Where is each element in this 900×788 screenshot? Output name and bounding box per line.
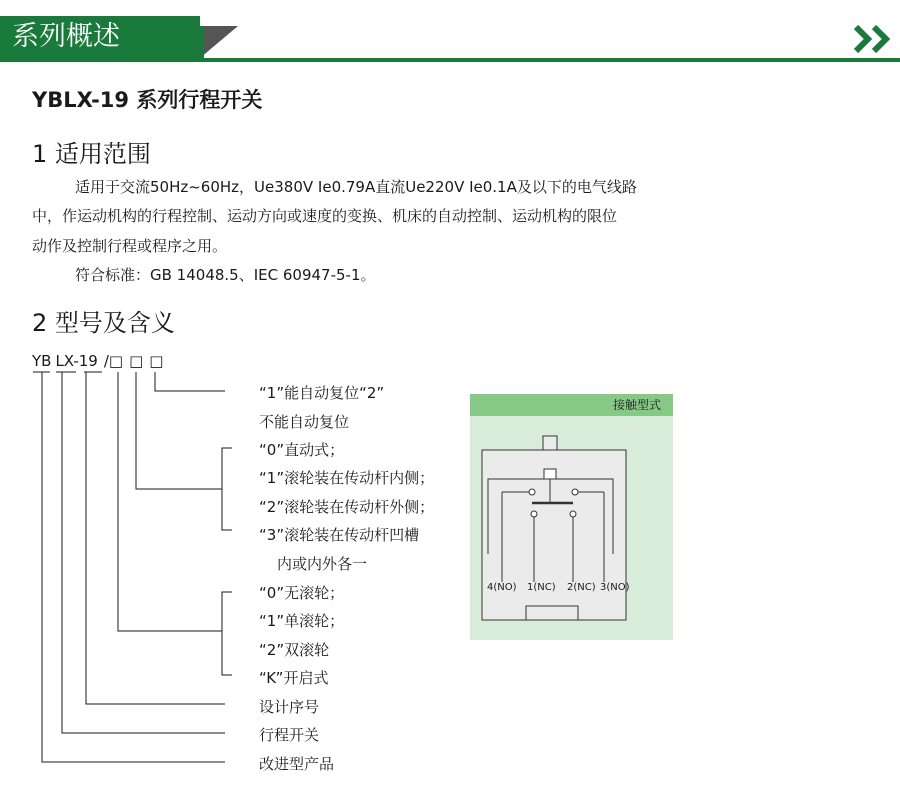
paragraph-line: 中，作运动机构的行程控制、运动方向或速度的变换、机床的自动控制、运动机构的限位 — [32, 207, 618, 225]
document-title: YBLX-19 系列行程开关 — [32, 88, 263, 112]
terminal-label: 2(NC) — [567, 582, 596, 593]
model-part: LX — [55, 352, 74, 370]
label-actuator-2: “2”滚轮装在传动杆外侧； — [259, 498, 435, 516]
terminal-label: 3(NO) — [600, 582, 630, 593]
label-actuator-3: “3”滚轮装在传动杆凹槽 — [259, 526, 420, 544]
terminal-label: 4(NO) — [487, 582, 517, 593]
contact-schematic — [470, 394, 673, 640]
paragraph-line: 动作及控制行程或程序之用。 — [32, 237, 228, 255]
label-open-type: “K”开启式 — [259, 669, 329, 687]
model-box: □ — [129, 352, 144, 370]
label-roller-0: “0”无滚轮； — [259, 584, 345, 602]
label-improved-product: 改进型产品 — [259, 755, 335, 773]
model-part: - — [73, 352, 79, 370]
section-2-heading: 2 型号及含义 — [32, 309, 175, 337]
label-travel-switch: 行程开关 — [259, 726, 320, 744]
label-actuator-3-cont: 内或内外各一 — [277, 555, 368, 573]
model-part: / — [103, 352, 109, 370]
label-reset-type: “1”能自动复位“2” — [259, 384, 385, 402]
paragraph-line: 适用于交流50Hz~60Hz，Ue380V Ie0.79A直流Ue220V Ie0.1A及以下的电气线路 — [75, 178, 637, 196]
model-box: □ — [108, 352, 124, 370]
paragraph-line: 符合标准：GB 14048.5、IEC 60947-5-1。 — [75, 266, 376, 284]
model-part: 19 — [78, 352, 98, 370]
label-actuator-0: “0”直动式； — [259, 441, 345, 459]
section-1-heading: 1 适用范围 — [32, 140, 151, 168]
label-design-number: 设计序号 — [259, 698, 320, 716]
model-box: □ — [149, 352, 164, 370]
label-roller-2: “2”双滚轮 — [259, 641, 330, 659]
header-title: 系列概述 — [12, 21, 120, 52]
model-part: YB — [32, 352, 52, 370]
label-actuator-1: “1”滚轮装在传动杆内侧； — [259, 469, 435, 487]
label-reset-type-cont: 不能自动复位 — [259, 413, 350, 431]
terminal-label: 1(NC) — [527, 582, 556, 593]
label-roller-1: “1”单滚轮； — [259, 612, 345, 630]
contact-diagram-title: 接触型式 — [612, 398, 661, 412]
